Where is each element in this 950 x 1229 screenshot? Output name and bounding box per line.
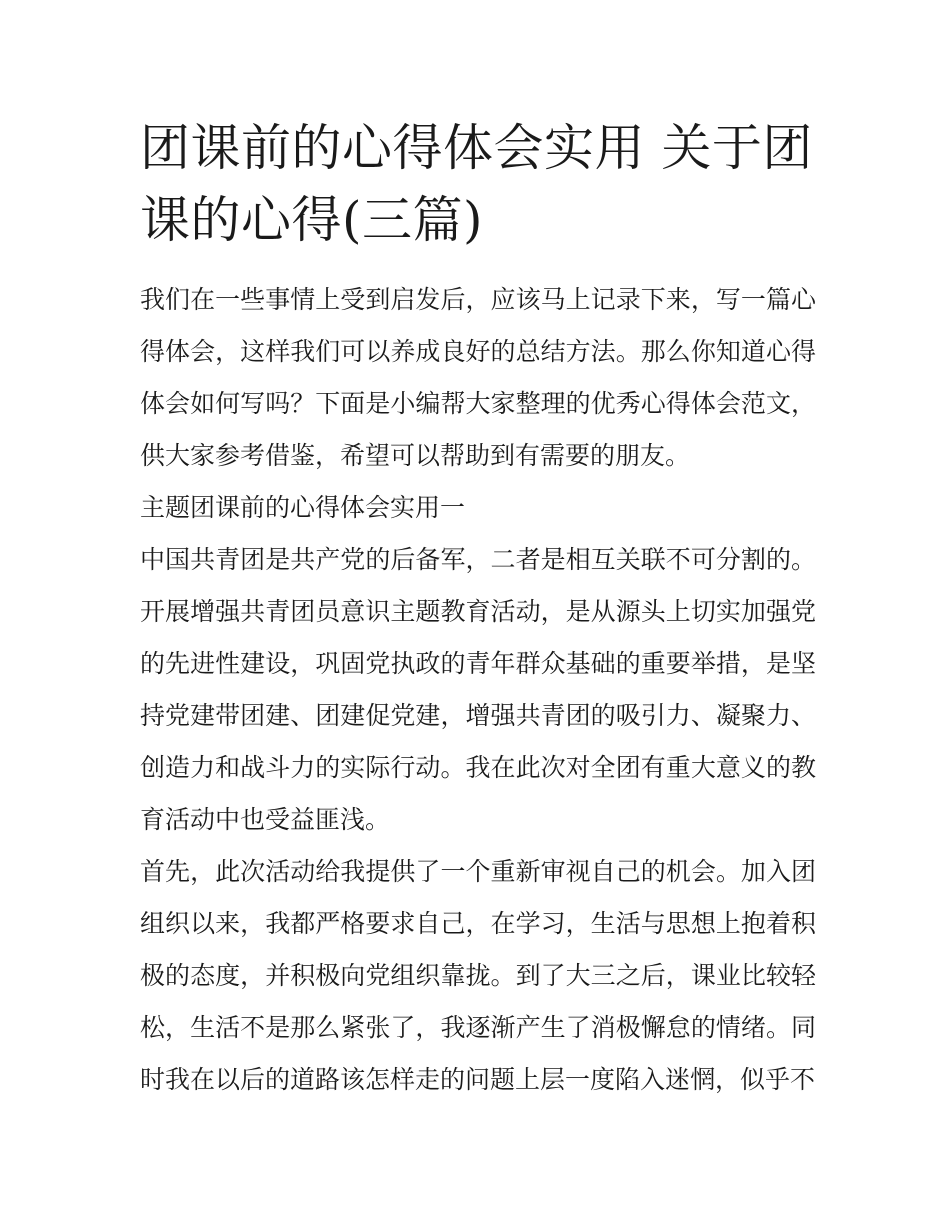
body-paragraph: 中国共青团是共产党的后备军，二者是相互关联不可分割的。开展增强共青团员意识主题教育活动，是从源头上切实加强党的先进性建设，巩固党执政的青年群众基础的重要举措，是坚持党建带团建、团建促党建，增强共青团的吸引力、凝聚力、创造力和战斗力的实际行动。我在此次对全团有重大意义的教育活动中也受益匪浅。 <box>140 545 816 834</box>
intro-paragraph: 我们在一些事情上受到启发后，应该马上记录下来，写一篇心得体会，这样我们可以养成良好的总结方法。那么你知道心得体会如何写吗？下面是小编帮大家整理的优秀心得体会范文，供大家参考借鉴，希望可以帮助到有需要的朋友。 <box>140 285 816 470</box>
document-title: 团课前的心得体会实用 关于团课的心得(三篇) <box>140 119 813 249</box>
body-paragraph: 首先，此次活动给我提供了一个重新审视自己的机会。加入团组织以来，我都严格要求自己，在学习，生活与思想上抱着积极的态度，并积极向党组织靠拢。到了大三之后，课业比较轻松，生活不是那么紧张了，我逐渐产生了消极懈怠的情绪。同时我在以后的道路该怎样走的问题上层一度陷入迷惘，似乎不 <box>140 857 816 1094</box>
section-heading: 主题团课前的心得体会实用一 <box>140 493 466 522</box>
document-body <box>140 112 816 1106</box>
